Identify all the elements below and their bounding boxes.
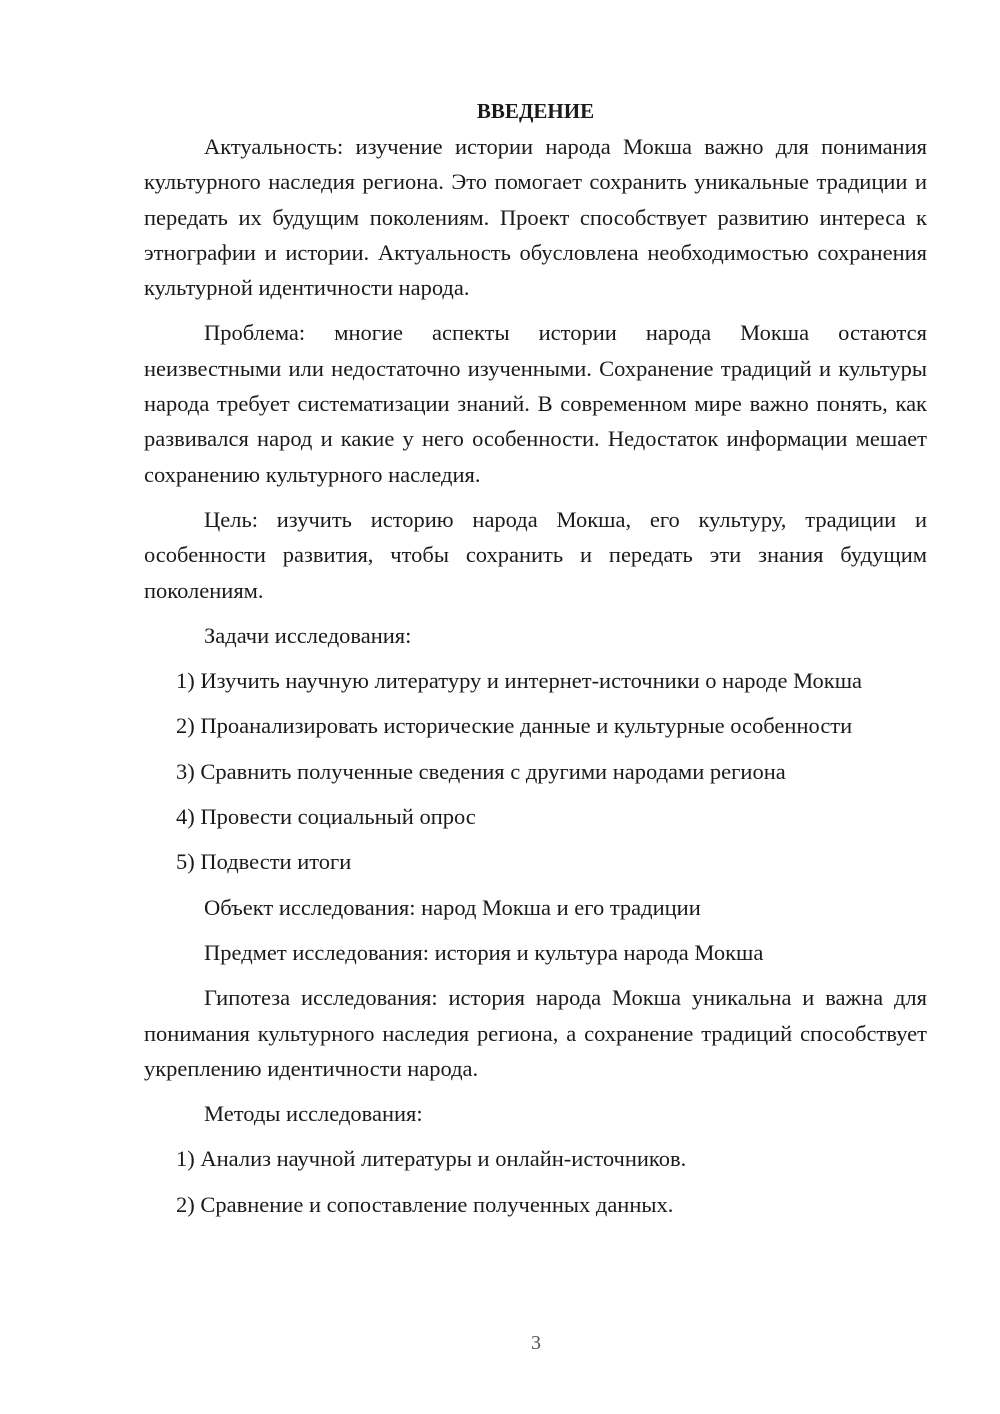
relevance-paragraph: Актуальность: изучение истории народа Мокша важно для понимания культурного наследия региона. Это помогает сохранить уникальные традиции и передать их будущим поколениям. Проект способствует развитию интереса к этнографии и истории. Актуальность обусловлена необходимостью сохранения культурной идентичности народа. bbox=[144, 134, 927, 301]
research-subject: Предмет исследования: история и культура народа Мокша bbox=[204, 939, 764, 965]
task-item: 5) Подвести итоги bbox=[176, 849, 352, 875]
hypothesis-paragraph: Гипотеза исследования: история народа Мокша уникальна и важна для понимания культурного наследия региона, а сохранение традиций способствует укреплению идентичности народа. bbox=[144, 985, 927, 1081]
problem-paragraph: Проблема: многие аспекты истории народа Мокша остаются неизвестными или недостаточно изученными. Сохранение традиций и культуры народа требует систематизации знаний. В современном мире важно понять, как развивался народ и какие у него особенности. Недостаток информации мешает сохранению культурного наследия. bbox=[144, 320, 927, 487]
goal-paragraph: Цель: изучить историю народа Мокша, его культуру, традиции и особенности развития, чтобы сохранить и передать эти знания будущим поколениям. bbox=[144, 506, 927, 603]
task-item: 1) Изучить научную литературу и интернет-источники о народе Мокша bbox=[176, 668, 863, 694]
task-item: 4) Провести социальный опрос bbox=[176, 804, 476, 830]
task-item: 2) Проанализировать исторические данные и культурные особенности bbox=[176, 713, 853, 739]
page-number: 3 bbox=[531, 1332, 541, 1354]
method-item: 2) Сравнение и сопоставление полученных данных. bbox=[176, 1191, 674, 1217]
methods-title: Методы исследования: bbox=[204, 1101, 423, 1127]
task-item: 3) Сравнить полученные сведения с другими народами региона bbox=[176, 758, 786, 784]
research-object: Объект исследования: народ Мокша и его традиции bbox=[204, 894, 701, 920]
page-heading: ВВЕДЕНИЕ bbox=[476, 99, 595, 123]
tasks-title: Задачи исследования: bbox=[204, 622, 412, 648]
page-content bbox=[144, 94, 927, 1222]
method-item: 1) Анализ научной литературы и онлайн-источников. bbox=[176, 1146, 687, 1172]
